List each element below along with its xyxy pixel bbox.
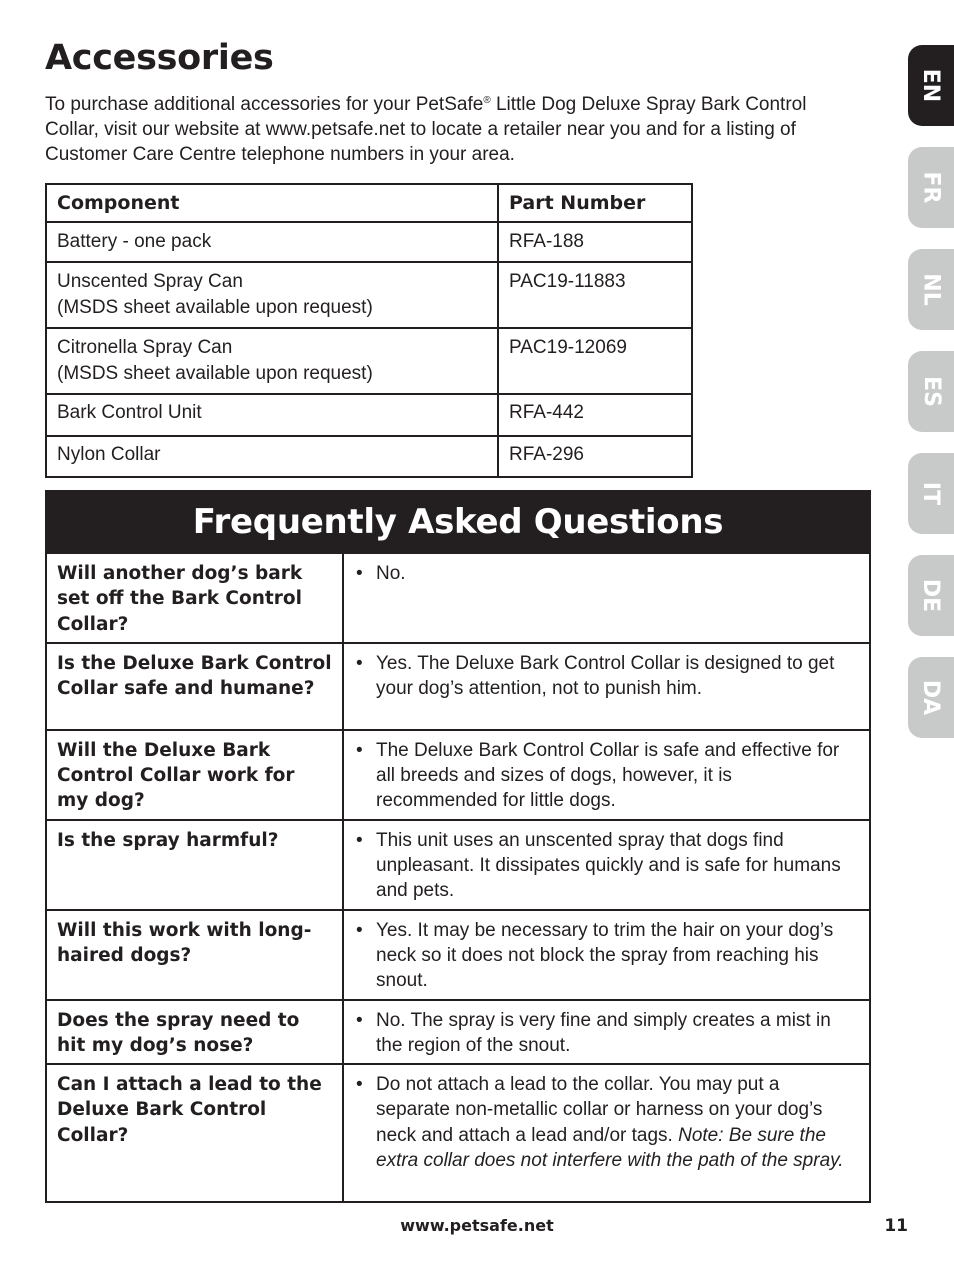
component-cell: Unscented Spray Can (MSDS sheet available upon request) (46, 262, 498, 328)
language-tab-de[interactable]: DE (908, 555, 954, 636)
faq-row (46, 820, 870, 910)
faq-answer: • No. The spray is very fine and simply creates a mist in the region of the snout. (343, 1000, 870, 1065)
faq-title: Frequently Asked Questions (45, 490, 871, 552)
component-cell: Bark Control Unit (46, 394, 498, 436)
faq-answer: • This unit uses an unscented spray that dogs find unpleasant. It dissipates quickly and is safe for humans and pets. (343, 820, 870, 910)
column-header-part-number: Part Number (498, 184, 692, 222)
table-row (46, 436, 692, 477)
faq-row (46, 1000, 870, 1065)
part-number-cell: RFA-442 (498, 394, 692, 436)
bullet-icon: • (356, 563, 363, 584)
bullet-icon: • (356, 739, 363, 761)
faq-question: Will another dog’s bark set off the Bark Control Collar? (46, 553, 343, 643)
msds-note: (MSDS sheet available upon request) (57, 297, 373, 318)
faq-question: Does the spray need to hit my dog’s nose? (46, 1000, 343, 1065)
table-row (46, 222, 692, 262)
faq-answer: • The Deluxe Bark Control Collar is safe and effective for all breeds and sizes of dogs, however, it is recommended for little dogs. (343, 730, 870, 820)
faq-answer: • Do not attach a lead to the collar. You may put a separate non-metallic collar or harness on your dog’s neck and attach a lead and/or tags. Note: Be sure the extra collar does not interfere with the path of the spray. (343, 1064, 870, 1202)
part-number-cell: PAC19-12069 (498, 328, 692, 394)
accessories-table (45, 183, 693, 478)
bullet-icon: • (356, 829, 363, 851)
accessories-title: Accessories (45, 38, 274, 78)
table-header-row (46, 184, 692, 222)
part-number-cell: RFA-188 (498, 222, 692, 262)
component-cell: Nylon Collar (46, 436, 498, 477)
bullet-icon: • (356, 1074, 363, 1096)
part-number-cell: RFA-296 (498, 436, 692, 477)
table-row (46, 328, 692, 394)
faq-row (46, 730, 870, 820)
faq-question: Will the Deluxe Bark Control Collar work for my dog? (46, 730, 343, 820)
language-tab-da[interactable]: DA (908, 657, 954, 738)
footer-url: www.petsafe.net (400, 1216, 554, 1235)
component-cell: Citronella Spray Can (MSDS sheet available upon request) (46, 328, 498, 394)
bullet-icon: • (356, 652, 363, 674)
language-tab-nl[interactable]: NL (908, 249, 954, 330)
table-row (46, 262, 692, 328)
part-number-cell: PAC19-11883 (498, 262, 692, 328)
faq-note: Note: Be sure the extra collar does not interfere with the path of the spray. (376, 1124, 844, 1172)
faq-answer: • Yes. It may be necessary to trim the hair on your dog’s neck so it does not block the spray from reaching his snout. (343, 910, 870, 1000)
faq-row (46, 1064, 870, 1202)
language-tab-es[interactable]: ES (908, 351, 954, 432)
faq-row (46, 553, 870, 643)
page-number: 11 (884, 1216, 908, 1236)
registered-mark: ® (483, 95, 491, 106)
faq-row (46, 910, 870, 1000)
faq-answer: • Yes. The Deluxe Bark Control Collar is designed to get your dog’s attention, not to punish him. (343, 643, 870, 730)
faq-question: Is the spray harmful? (46, 820, 343, 910)
faq-answer: • No. (343, 553, 870, 643)
faq-question: Will this work with long-haired dogs? (46, 910, 343, 1000)
bullet-icon: • (356, 919, 363, 941)
accessories-intro: To purchase additional accessories for your PetSafe® Little Dog Deluxe Spray Bark Control Collar, visit our website at www.petsafe.net to locate a retailer near you and for a listing of Customer Care Centre telephone numbers in your area. (45, 94, 807, 165)
language-tab-it[interactable]: IT (908, 453, 954, 534)
language-tab-fr[interactable]: FR (908, 147, 954, 228)
faq-question: Is the Deluxe Bark Control Collar safe and humane? (46, 643, 343, 730)
msds-note: (MSDS sheet available upon request) (57, 363, 373, 384)
faq-row (46, 643, 870, 730)
faq-question: Can I attach a lead to the Deluxe Bark Control Collar? (46, 1064, 343, 1202)
table-row (46, 394, 692, 436)
faq-table (45, 552, 871, 1203)
column-header-component: Component (46, 184, 498, 222)
bullet-icon: • (356, 1009, 363, 1031)
component-cell: Battery - one pack (46, 222, 498, 262)
language-tab-en[interactable]: EN (908, 45, 954, 126)
